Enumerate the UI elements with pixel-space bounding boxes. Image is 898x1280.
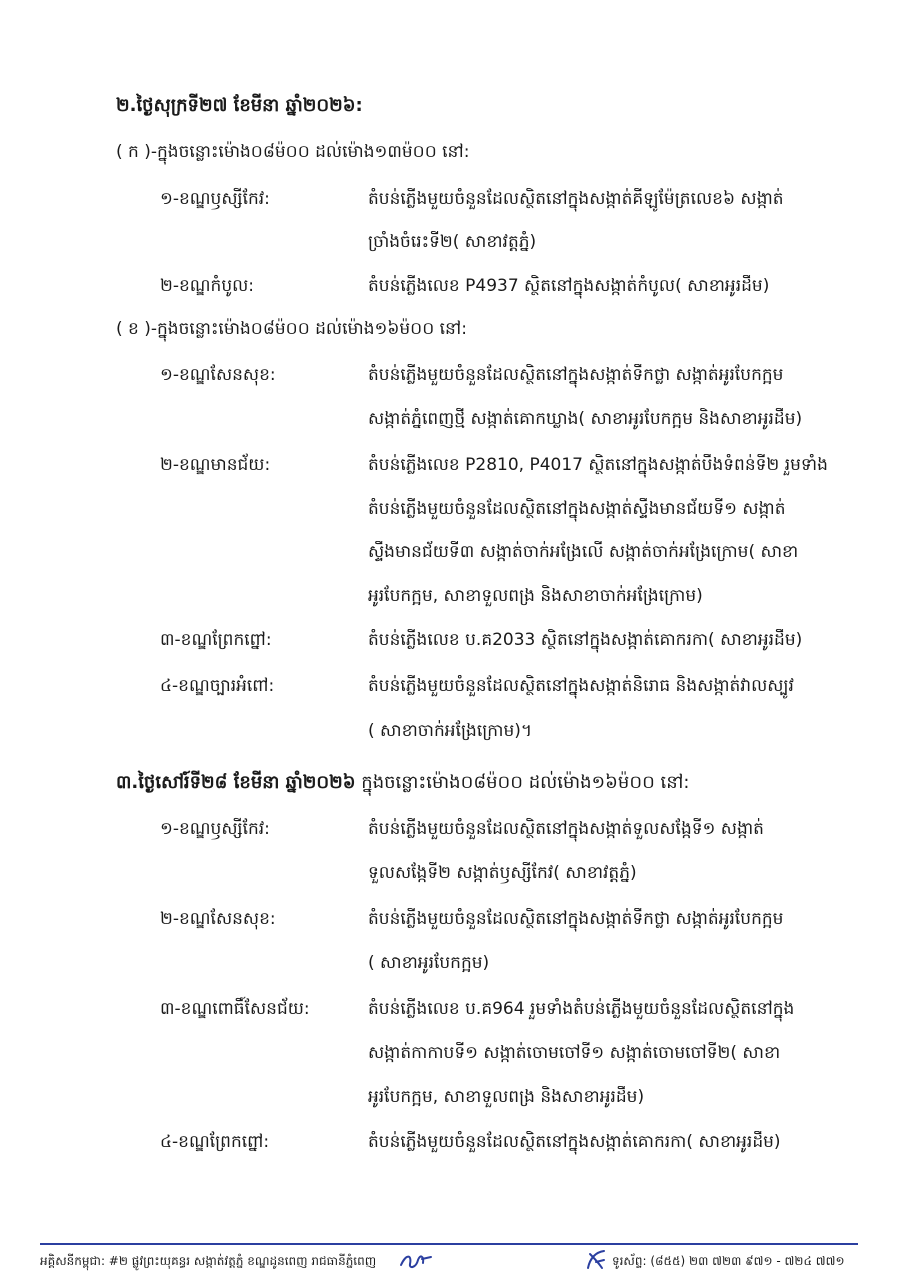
day2-b-district-2: ២-ខណ្ឌមានជ័យ: <box>160 455 271 475</box>
day2-b-desc-4-line-1: តំបន់ភ្លើងមួយចំនួនដែលស្ថិតនៅក្នុងសង្កាត់និរោធ និងសង្កាត់វាលស្បូវ <box>368 676 794 696</box>
day3-heading-date: ៣.ថ្ងៃសៅរ៍ទី២៨ ខែមីនា ឆ្នាំ២០២៦ <box>116 772 356 793</box>
day2-a-desc-2-line-1: តំបន់ភ្លើងលេខ P4937 ស្ថិតនៅក្នុងសង្កាត់កំបូល( សាខាអូរដឹម) <box>368 276 770 296</box>
day2-b-desc-2-line-1: តំបន់ភ្លើងលេខ P2810, P4017 ស្ថិតនៅក្នុងសង្កាត់បឹងទំពន់ទី២ រួមទាំង <box>368 455 828 475</box>
day3-desc-1-line-1: តំបន់ភ្លើងមួយចំនួនដែលស្ថិតនៅក្នុងសង្កាត់ទួលសង្កែទី១ សង្កាត់ <box>368 819 764 839</box>
footer-address: អគ្គិសនីកម្ពុជា: #២ ផ្លូវព្រះយុគន្ធរ សង្កាត់វត្តភ្នំ ខណ្ឌដូនពេញ រាជធានីភ្នំពេញ <box>40 1254 377 1268</box>
day3-desc-1-line-2: ទួលសង្កែទី២ សង្កាត់ឫស្សីកែវ( សាខាវត្តភ្នំ) <box>368 863 637 883</box>
day2-period-b-label: ( ខ )-ក្នុងចន្លោះម៉ោង០៨ម៉០០ ដល់ម៉ោង១៦ម៉០០ នៅ: <box>116 319 467 339</box>
day2-b-district-1: ១-ខណ្ឌសែនសុខ: <box>160 365 276 385</box>
day2-b-desc-2-line-2: តំបន់ភ្លើងមួយចំនួនដែលស្ថិតនៅក្នុងសង្កាត់ស្ទឹងមានជ័យទី១ សង្កាត់ <box>368 499 786 519</box>
day3-desc-3-line-3: អូរបែកក្អម, សាខាទួលពង្រ និងសាខាអូរដឹម) <box>368 1087 645 1107</box>
day3-desc-2-line-2: ( សាខាអូរបែកក្អម) <box>368 953 490 973</box>
day3-desc-4-line-1: តំបន់ភ្លើងមួយចំនួនដែលស្ថិតនៅក្នុងសង្កាត់គោករកា( សាខាអូរដឹម) <box>368 1132 781 1152</box>
day3-heading-time: ក្នុងចន្លោះម៉ោង០៨ម៉០០ ដល់ម៉ោង១៦ម៉០០ នៅ: <box>355 772 690 793</box>
day3-district-2: ២-ខណ្ឌសែនសុខ: <box>160 909 276 929</box>
day2-b-district-3: ៣-ខណ្ឌព្រែកព្នៅ: <box>160 630 272 650</box>
day3-district-4: ៤-ខណ្ឌព្រែកព្នៅ: <box>160 1132 270 1152</box>
day2-b-desc-4-line-2: ( សាខាចាក់អង្រែក្រោម)។ <box>368 721 533 741</box>
day2-a-district-1: ១-ខណ្ឌឫស្សីកែវ: <box>160 189 270 209</box>
signature-initials-icon <box>398 1250 434 1272</box>
day2-b-desc-1-line-2: សង្កាត់ភ្នំពេញថ្មី សង្កាត់គោកឃ្លាង( សាខាអូរបែកក្អម និងសាខាអូរដឹម) <box>368 409 803 429</box>
phone-icon <box>584 1248 608 1272</box>
day3-heading <box>116 770 689 797</box>
day2-b-desc-1-line-1: តំបន់ភ្លើងមួយចំនួនដែលស្ថិតនៅក្នុងសង្កាត់ទឹកថ្លា សង្កាត់អូរបែកក្អម <box>368 365 784 385</box>
day2-heading: ២.ថ្ងៃសុក្រទី២៧ ខែមីនា ឆ្នាំ២០២៦: <box>116 95 363 116</box>
day3-district-3: ៣-ខណ្ឌពោធិ៍សែនជ័យ: <box>160 999 310 1019</box>
day3-desc-3-line-2: សង្កាត់កាកាបទី១ សង្កាត់ចោមចៅទី១ សង្កាត់ចោមចៅទី២( សាខា <box>368 1043 781 1063</box>
day2-period-a-label: ( ក )-ក្នុងចន្លោះម៉ោង០៨ម៉០០ ដល់ម៉ោង១៣ម៉០០ នៅ: <box>116 142 470 162</box>
footer-rule <box>40 1243 858 1245</box>
day2-b-district-4: ៤-ខណ្ឌច្បារអំពៅ: <box>160 676 275 696</box>
day2-a-desc-1-line-1: តំបន់ភ្លើងមួយចំនួនដែលស្ថិតនៅក្នុងសង្កាត់គីឡូម៉ែត្រលេខ៦ សង្កាត់ <box>368 189 784 209</box>
footer-phone: ទូរស័ព្ទ: (៨៥៥) ២៣ ៧២៣ ៩៧១ - ៧២៤ ៧៧១ <box>612 1254 845 1268</box>
day3-district-1: ១-ខណ្ឌឫស្សីកែវ: <box>160 819 270 839</box>
day2-b-desc-2-line-4: អូរបែកក្អម, សាខាទួលពង្រ និងសាខាចាក់អង្រែក្រោម) <box>368 586 703 606</box>
day3-desc-3-line-1: តំបន់ភ្លើងលេខ ប.គ964 រួមទាំងតំបន់ភ្លើងមួយចំនួនដែលស្ថិតនៅក្នុង <box>368 999 795 1019</box>
day3-desc-2-line-1: តំបន់ភ្លើងមួយចំនួនដែលស្ថិតនៅក្នុងសង្កាត់ទឹកថ្លា សង្កាត់អូរបែកក្អម <box>368 909 784 929</box>
day2-b-desc-3-line-1: តំបន់ភ្លើងលេខ ប.គ2033 ស្ថិតនៅក្នុងសង្កាត់គោករកា( សាខាអូរដឹម) <box>368 630 803 650</box>
day2-b-desc-2-line-3: ស្ទឹងមានជ័យទី៣ សង្កាត់ចាក់អង្រែលើ សង្កាត់ចាក់អង្រែក្រោម( សាខា <box>368 542 799 562</box>
day2-a-district-2: ២-ខណ្ឌកំបូល: <box>160 276 255 296</box>
day2-a-desc-1-line-2: ច្រាំងចំរេះទី២( សាខាវត្តភ្នំ) <box>368 232 537 252</box>
